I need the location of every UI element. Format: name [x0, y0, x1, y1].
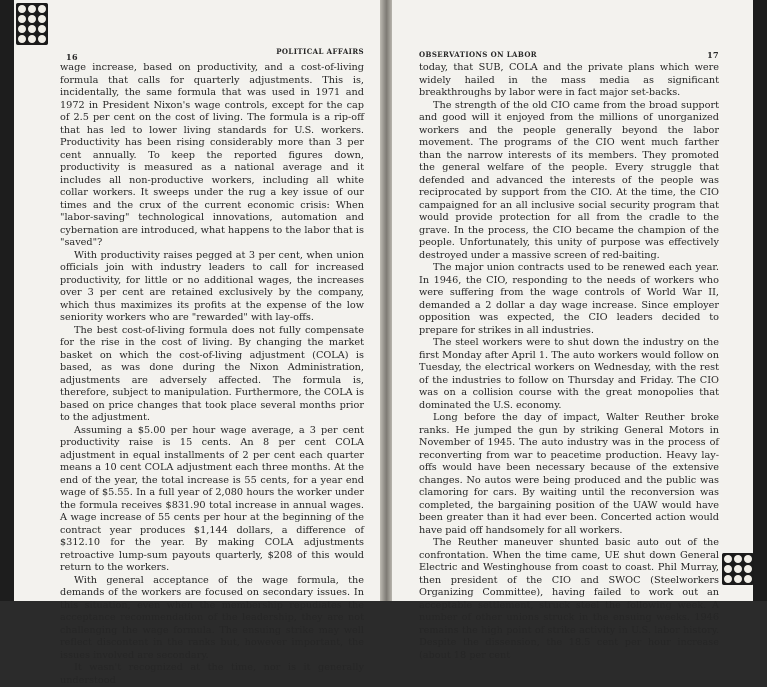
binder-hole — [744, 565, 752, 573]
binder-tab-icon — [16, 3, 48, 45]
binder-hole — [724, 575, 732, 583]
paragraph: Long before the day of impact, Walter Reuther broke ranks. He jumped the gun by striking General Motors in November of 1945. The auto industry was in the process of reconverting from war to peacetime production. Heavy lay-offs would have been necessary because of the extensive changes. No autos were being produced and the public was clamoring for cars. By waiting until the reconversion was completed, the bargaining position of the UAW would have been greater than it had ever been. Concerted action would have paid off handsomely for all workers. — [419, 412, 719, 536]
binder-hole — [38, 5, 46, 13]
paragraph: It wasn't recognized at the time, nor is it generally understood — [60, 662, 364, 686]
page-number: 16 — [66, 52, 78, 62]
book-gutter — [380, 0, 392, 601]
paragraph: With productivity raises pegged at 3 per cent, when union officials join with industry leaders to call for increased productivity, for little or no additional wages, the increases over 3 per cent are retained exclusively by the company, which thus maximizes its profits at the expense of the low seniority workers who are "rewarded" with lay-offs. — [60, 249, 364, 323]
binder-hole — [28, 15, 36, 23]
right-page-header — [392, 47, 753, 59]
binder-hole — [734, 555, 742, 563]
paragraph: The major union contracts used to be renewed each year. In 1946, the CIO, responding to the needs of workers who were suffering from the wage controls of World War II, demanded a 2 dollar a day wage increase. Since employer opposition was expected, the CIO leaders decided to prepare for strikes in all industries. — [419, 262, 719, 336]
paragraph: The best cost-of-living formula does not fully compensate for the rise in the cost of living. By changing the market basket on which the cost-of-living adjustment (COLA) is based, as was done during the Nixon Administration, adjustments are adversely affected. The formula is, therefore, subject to manipulation. Furthermore, the COLA is based on price changes that took place several months prior to the adjustment. — [60, 324, 364, 423]
paragraph: The strength of the old CIO came from the broad support and good will it enjoyed from the millions of unorganized workers and the people generally beyond the labor movement. The programs of the CIO went much farther than the narrow interests of its members. They promoted the general welfare of the people. Every struggle that defended and advanced the interests of the people was reciprocated by support from the CIO. At the time, the CIO campaigned for an all inclusive social security program that would provide protection for all from the cradle to the grave. In the process, the CIO became the champion of the people. Unfortunately, this unity of purpose was effectively destroyed under a massive screen of red-baiting. — [419, 99, 719, 261]
binder-hole — [724, 555, 732, 563]
binder-hole — [18, 35, 26, 43]
binder-hole — [18, 25, 26, 33]
binder-hole — [744, 555, 752, 563]
binder-hole — [744, 575, 752, 583]
binder-hole — [734, 575, 742, 583]
binder-hole — [724, 565, 732, 573]
left-page-header — [14, 47, 380, 62]
binder-hole — [28, 35, 36, 43]
binder-hole — [734, 565, 742, 573]
binder-tab-icon — [722, 553, 754, 585]
binder-hole — [28, 25, 36, 33]
left-page — [14, 0, 380, 686]
paragraph: With general acceptance of the wage formula, the demands of the workers are focused on secondary issues. In this situation, even when the membership repudiates the acceptance recommendation of the leadership, they are not challenging the wage formula. The ensuing strike may well reflect discontent in the ranks but, however important, the issues involved are secondary. — [60, 574, 364, 661]
right-page-body — [419, 62, 719, 662]
page-number: 17 — [707, 50, 719, 60]
binder-hole — [28, 5, 36, 13]
left-page-body — [60, 62, 364, 687]
binder-hole — [38, 35, 46, 43]
paragraph: Assuming a $5.00 per hour wage average, a 3 per cent productivity raise is 15 cents. An 8 per cent COLA adjustment in equal installments of 2 per cent each quarter means a 10 cent COLA adjustment each three months. At the end of the year, the total increase is 55 cents, for a year end wage of $5.55. In a full year of 2,080 hours the worker under the formula receives $831.90 total increase in annual wages. A wage increase of 55 cents per hour at the beginning of the contract year produces $1,144 dollars, a difference of $312.10 for the year. By making COLA adjustments retroactive lump-sum payouts quarterly, $208 of this would return to the workers. — [60, 424, 364, 573]
binder-hole — [38, 15, 46, 23]
right-page — [392, 0, 753, 661]
book-edge-left — [0, 0, 14, 601]
binder-hole — [18, 15, 26, 23]
paragraph: The Reuther maneuver shunted basic auto out of the confrontation. When the time came, UE shut down General Electric and Westinghouse from coast to coast. Phil Murray, then president of the CIO and SWOC (Steelworkers Organizing Committee), having failed to work out an acceptable settlement, struck steel the following week. A number of other unions struck in the ensuing weeks. 1946 remains the high point of strike activity in U.S. labor history. Despite the dissension, the 18.5 cent per hour increase (about 18 per cent — [419, 537, 719, 661]
paragraph: today, that SUB, COLA and the private plans which were widely hailed in the mass media as significant breakthroughs by labor were in fact major set-backs. — [419, 62, 719, 98]
paragraph: wage increase, based on productivity, and a cost-of-living formula that calls for quarterly adjustments. This is, incidentally, the same formula that was used in 1971 and 1972 in President Nixon's wage controls, except for the cap of 2.5 per cent on the cost of living. The formula is a rip-off that has led to lower living standards for U.S. workers. Productivity has been rising considerably more than 3 per cent annually. To keep the reported figures down, productivity is measured as a national average and it includes all non-productive workers, including all white collar workers. It sweeps under the rug a key issue of our times and the crux of the current economic crisis: When "labor-saving" technological innovations, automation and cybernation are introduced, what happens to the labor that is "saved"? — [60, 62, 364, 248]
paragraph: The steel workers were to shut down the industry on the first Monday after April 1. The auto workers would follow on Tuesday, the electrical workers on Wednesday, with the rest of the industries to follow on Thursday and Friday. The CIO was on a collision course with the great monopolies that dominated the U.S. economy. — [419, 337, 719, 411]
binder-hole — [38, 25, 46, 33]
binder-hole — [18, 5, 26, 13]
book-edge-right — [753, 0, 767, 601]
running-head: OBSERVATIONS ON LABOR — [419, 50, 538, 59]
running-head: POLITICAL AFFAIRS — [276, 47, 364, 56]
